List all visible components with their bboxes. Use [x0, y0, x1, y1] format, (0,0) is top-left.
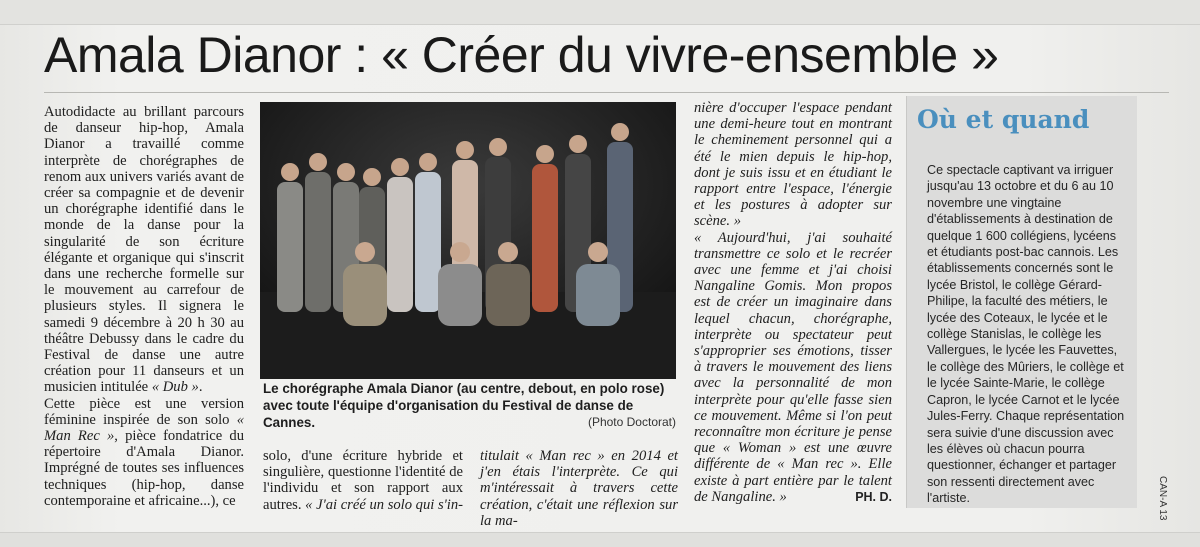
person-body: [576, 264, 620, 326]
article-column-3: [480, 448, 678, 529]
person-head: [498, 242, 518, 262]
paragraph: [480, 448, 678, 529]
person-head: [456, 141, 474, 159]
person-head: [281, 163, 299, 181]
person-body: [387, 177, 413, 312]
person-head: [419, 153, 437, 171]
bottom-strip: [0, 532, 1200, 547]
person-head: [450, 242, 470, 262]
text-run: .: [198, 379, 203, 396]
article-column-2: [263, 448, 463, 513]
photo-caption: Le chorégraphe Amala Dianor (au centre, debout, en polo rose) avec toute l'équipe d'organisation du Festival de danse de Cannes.: [263, 381, 665, 430]
previous-article-strip: [0, 0, 1200, 25]
paragraph: [44, 104, 244, 396]
person-body: [343, 264, 387, 326]
paragraph: [694, 230, 892, 505]
text-run: nière d'occuper l'espace pendant une demi-heure tout en montrant le cheminement personnel qui a été le mien depuis le hip-hop, dont je suis issu et en étudiant le rapport entre l'espace, l'énergie et les postures à adopter sur scène. »: [694, 100, 892, 230]
person-head: [588, 242, 608, 262]
text-run: solo, d'une écriture hybride et singulière, questionne l'identité de l'individu et son rapport aux autres.: [263, 448, 463, 513]
person-body: [415, 172, 441, 312]
person-head: [363, 168, 381, 186]
page-reference: CAN-A 13: [1157, 476, 1168, 521]
info-box-title: Où et quand: [917, 105, 1090, 134]
article-column-4: [694, 100, 892, 505]
team-photo: [260, 102, 676, 379]
person-body: [486, 264, 530, 326]
team-photo-image: [260, 102, 676, 379]
person-head: [489, 138, 507, 156]
person-body: [305, 172, 331, 312]
text-run: , pièce fondatrice du répertoire d'Amala Dianor. Imprégné de toutes ses influences techniques (hip-hop, danse contemporaine et africaine...), ce: [44, 428, 244, 509]
person-head: [391, 158, 409, 176]
person-body: [532, 164, 558, 312]
text-run: « Dub »: [151, 379, 199, 396]
article-column-1: [44, 104, 244, 509]
info-box: [906, 96, 1137, 508]
article-headline: Amala Dianor : « Créer du vivre-ensemble »: [44, 27, 999, 83]
text-run: Autodidacte au brillant parcours de danseur hip-hop, Amala Dianor a travaillé comme interprète de chorégraphes de renom aux univers variés avant de créer sa compagnie et de devenir un chorégraphe identifié dans le monde de la danse pour la singularité de son écriture élégante et organique qui s'inscrit dans une recherche formelle sur le mouvement au carrefour de plusieurs styles. Il signera le samedi 9 décembre à 20 h 30 au théâtre Debussy dans le cadre du Festival de danse une autre création pour 11 danseurs et un musicien intitulée: [44, 104, 244, 396]
paragraph: [44, 396, 244, 509]
paragraph: [263, 448, 463, 513]
author-signature: PH. D.: [855, 490, 892, 504]
person-head: [569, 135, 587, 153]
text-run: Cette pièce est une version féminine inspirée de son solo: [44, 395, 244, 428]
person-head: [536, 145, 554, 163]
text-run: « Man Rec »: [44, 411, 244, 445]
photo-credit: (Photo Doctorat): [587, 415, 676, 429]
person-head: [309, 153, 327, 171]
person-body: [277, 182, 303, 312]
text-run: « Aujourd'hui, j'ai souhaité transmettre ce solo et le recréer avec une femme et j'ai choisi Nangaline Gomis. Mon propos est de créer un imaginaire dans lequel chacun, chorégraphe, interprète ou spectateur peut s'approprier ses émotions, tisser à travers le mouvement des liens avec la personnalité de mon interprète pour qu'elle fasse sien ce mouvement. Même si l'on peut reconnaître mon écriture je pense que « Woman » est une œuvre différente de « Man rec ». Elle existe à part entière par le talent de Nangaline. »: [694, 229, 892, 505]
person-body: [438, 264, 482, 326]
text-run: « J'ai créé un solo qui s'in-: [305, 496, 463, 513]
headline-rule: [44, 92, 1169, 93]
info-box-body: Ce spectacle captivant va irriguer jusqu'au 13 octobre et du 6 au 10 novembre une vingtaine d'établissements à destination de quelque 1 600 collégiens, lycéens et étudiants post-bac cannois. Les établissements concernés sont le lycée Bristol, le collège Gérard-Philipe, la faculté des métiers, le lycée des Coteaux, le lycée et le collège Stanislas, le collège les Vallergues, le lycée les Fauvettes, le collège des Mûriers, le collège et le lycée Sainte-Marie, le collège Capron, le lycée Carnot et le lycée Jules-Ferry. Chaque représentation sera suivie d'une discussion avec les élèves où chacun pourra questionner, échanger et partager son ressenti directement avec l'artiste.: [927, 163, 1125, 506]
text-run: titulait « Man rec » en 2014 et j'en étais l'interprète. Ce qui m'intéressait à travers cette création, c'était une réflexion sur la ma-: [480, 448, 678, 529]
paragraph: [694, 100, 892, 230]
person-head: [611, 123, 629, 141]
person-head: [355, 242, 375, 262]
person-head: [337, 163, 355, 181]
